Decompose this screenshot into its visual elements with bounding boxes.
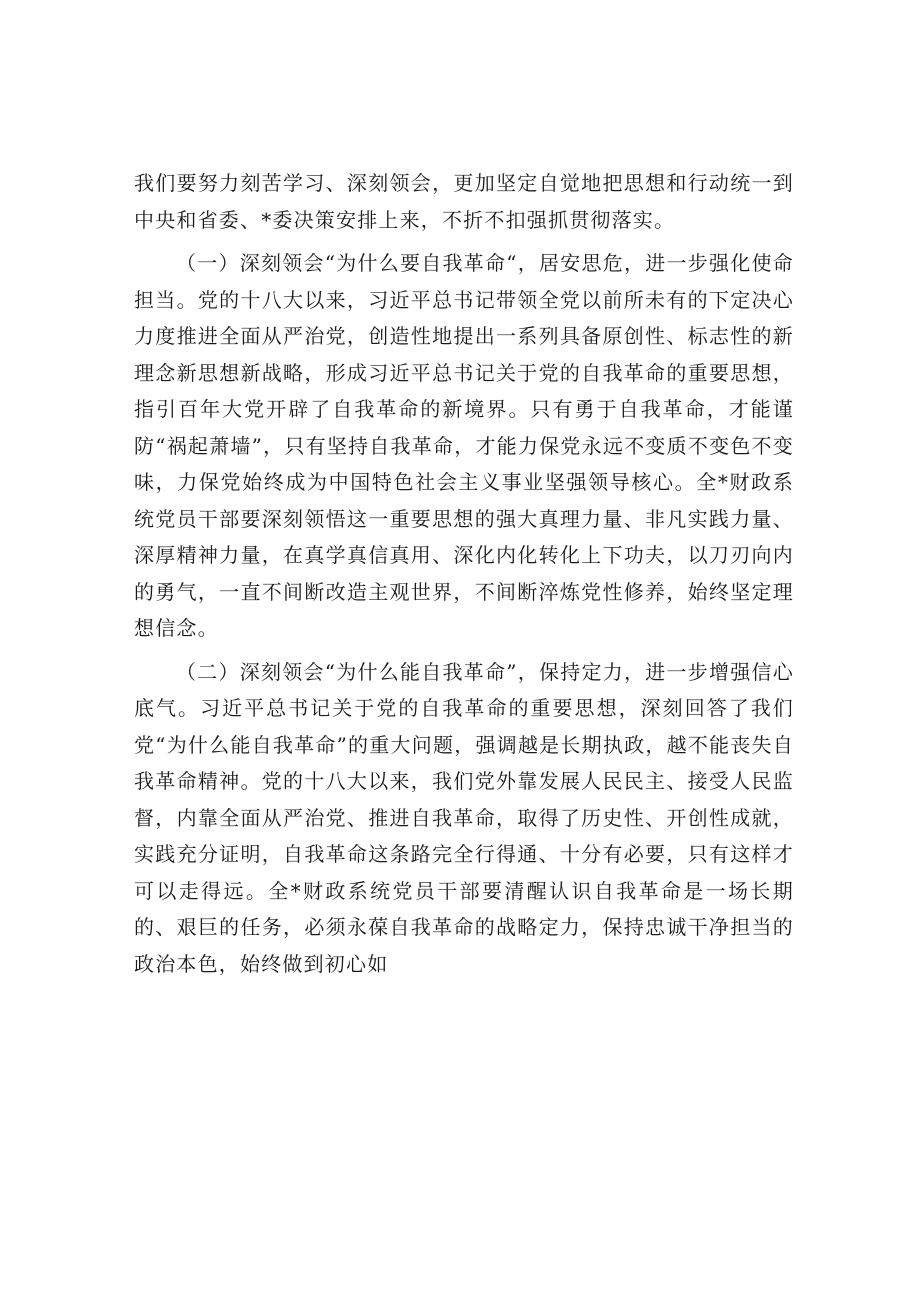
paragraph-section-2: （二）深刻领会“为什么能自我革命”，保持定力，进一步增强信心底气。习近平总书记关于党的自我革命的重要思想，深刻回答了我们党“为什么能自我革命”的重大问题，强调越是长期执政，越不能丧失自我革命精神。党的十八大以来，我们党外靠发展人民民主、接受人民监督，内靠全面从严治党、推进自我革命，取得了历史性、开创性成就，实践充分证明，自我革命这条路完全行得通、十分有必要，只有这样才可以走得远。全*财政系统党员干部要清醒认识自我革命是一场长期的、艰巨的任务，必须永葆自我革命的战略定力，保持忠诚干净担当的政治本色，始终做到初心如 bbox=[134, 659, 794, 976]
paragraph-section-1: （一）深刻领会“为什么要自我革命“，居安思危，进一步强化使命担当。党的十八大以来，习近平总书记带领全党以前所未有的下定决心力度推进全面从严治党，创造性地提出一系列具备原创性、标志性的新理念新思想新战略，形成习近平总书记关于党的自我革命的重要思想，指引百年大党开辟了自我革命的新境界。只有勇于自我革命，才能谨防“祸起萧墙”，只有坚持自我革命，才能力保党永远不变质不变色不变味，力保党始终成为中国特色社会主义事业坚强领导核心。全*财政系统党员干部要深刻领悟这一重要思想的强大真理力量、非凡实践力量、深厚精神力量，在真学真信真用、深化内化转化上下功夫，以刀刃向内的勇气，一直不间断改造主观世界，不间断淬炼党性修养，始终坚定理想信念。 bbox=[134, 251, 794, 640]
paragraph-continuation: 我们要努力刻苦学习、深刻领会，更加坚定自觉地把思想和行动统一到中央和省委、*委决策安排上来，不折不扣强抓贯彻落实。 bbox=[134, 171, 794, 232]
document-body bbox=[134, 165, 794, 982]
